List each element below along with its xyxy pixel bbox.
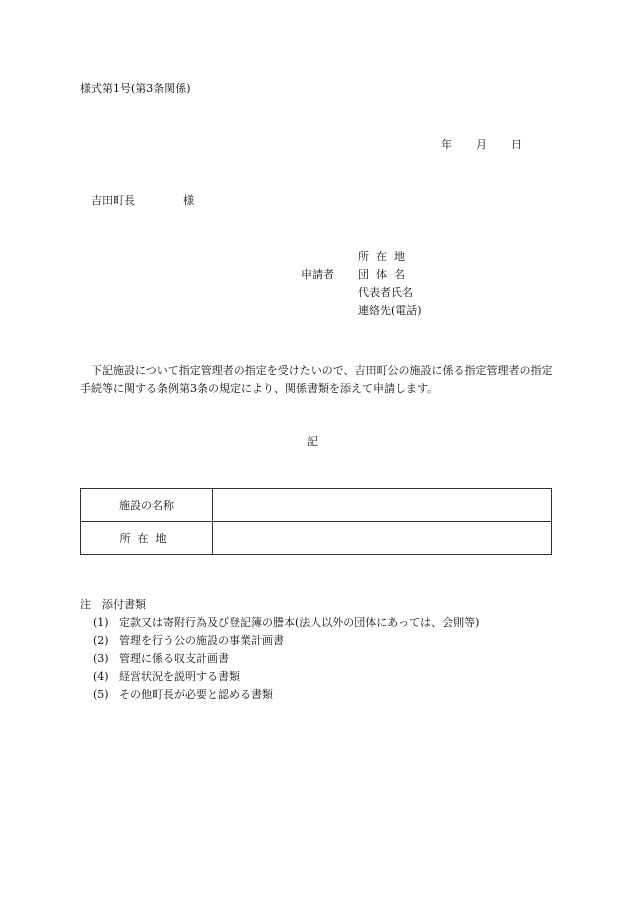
- applicant-field-contact: 連絡先(電話): [358, 304, 422, 317]
- form-number: 様式第1号(第3条関係): [80, 82, 191, 95]
- facility-location-value: [213, 522, 552, 555]
- list-item: [93, 635, 284, 646]
- date-line: [441, 139, 522, 150]
- facility-location-header: 所在地: [81, 522, 213, 555]
- addressee-honorific: 様: [183, 194, 194, 207]
- notes-title: 注 添付書類: [80, 598, 146, 611]
- note-number: (2): [93, 634, 109, 647]
- note-number: (3): [93, 652, 109, 665]
- note-text: 管理を行う公の施設の事業計画書: [119, 634, 284, 647]
- note-text: 経営状況を説明する書類: [119, 670, 240, 683]
- list-item: [93, 689, 273, 700]
- applicant-field-representative: 代表者氏名: [358, 286, 413, 299]
- date-day: 日: [511, 138, 522, 151]
- note-number: (1): [93, 616, 109, 629]
- facility-name-header: 施設の名称: [81, 489, 213, 522]
- table-row: [81, 522, 552, 555]
- applicant-label: 申請者: [301, 268, 334, 281]
- note-number: (4): [93, 670, 109, 683]
- note-text: 定款又は寄附行為及び登記簿の謄本(法人以外の団体にあっては、会則等): [119, 616, 480, 629]
- applicant-field-organization: 団体名: [358, 268, 412, 281]
- record-mark: 記: [307, 435, 318, 448]
- list-item: [93, 671, 240, 682]
- note-text: 管理に係る収支計画書: [119, 652, 229, 665]
- list-item: [93, 617, 479, 628]
- date-month: 月: [476, 138, 487, 151]
- note-text: その他町長が必要と認める書類: [119, 688, 273, 701]
- table-row: [81, 489, 552, 522]
- list-item: [93, 653, 229, 664]
- application-body-text: 下記施設について指定管理者の指定を受けたいので、吉田町公の施設に係る指定管理者の指定手続等に関する条例第3条の規定により、関係書類を添えて申請します。: [80, 364, 553, 395]
- note-number: (5): [93, 688, 109, 701]
- date-year: 年: [441, 138, 452, 151]
- addressee-name: 吉田町長: [91, 194, 135, 207]
- addressee: [91, 195, 194, 206]
- facility-name-value: [213, 489, 552, 522]
- applicant-field-address: 所在地: [358, 250, 412, 263]
- facility-table: [80, 488, 552, 555]
